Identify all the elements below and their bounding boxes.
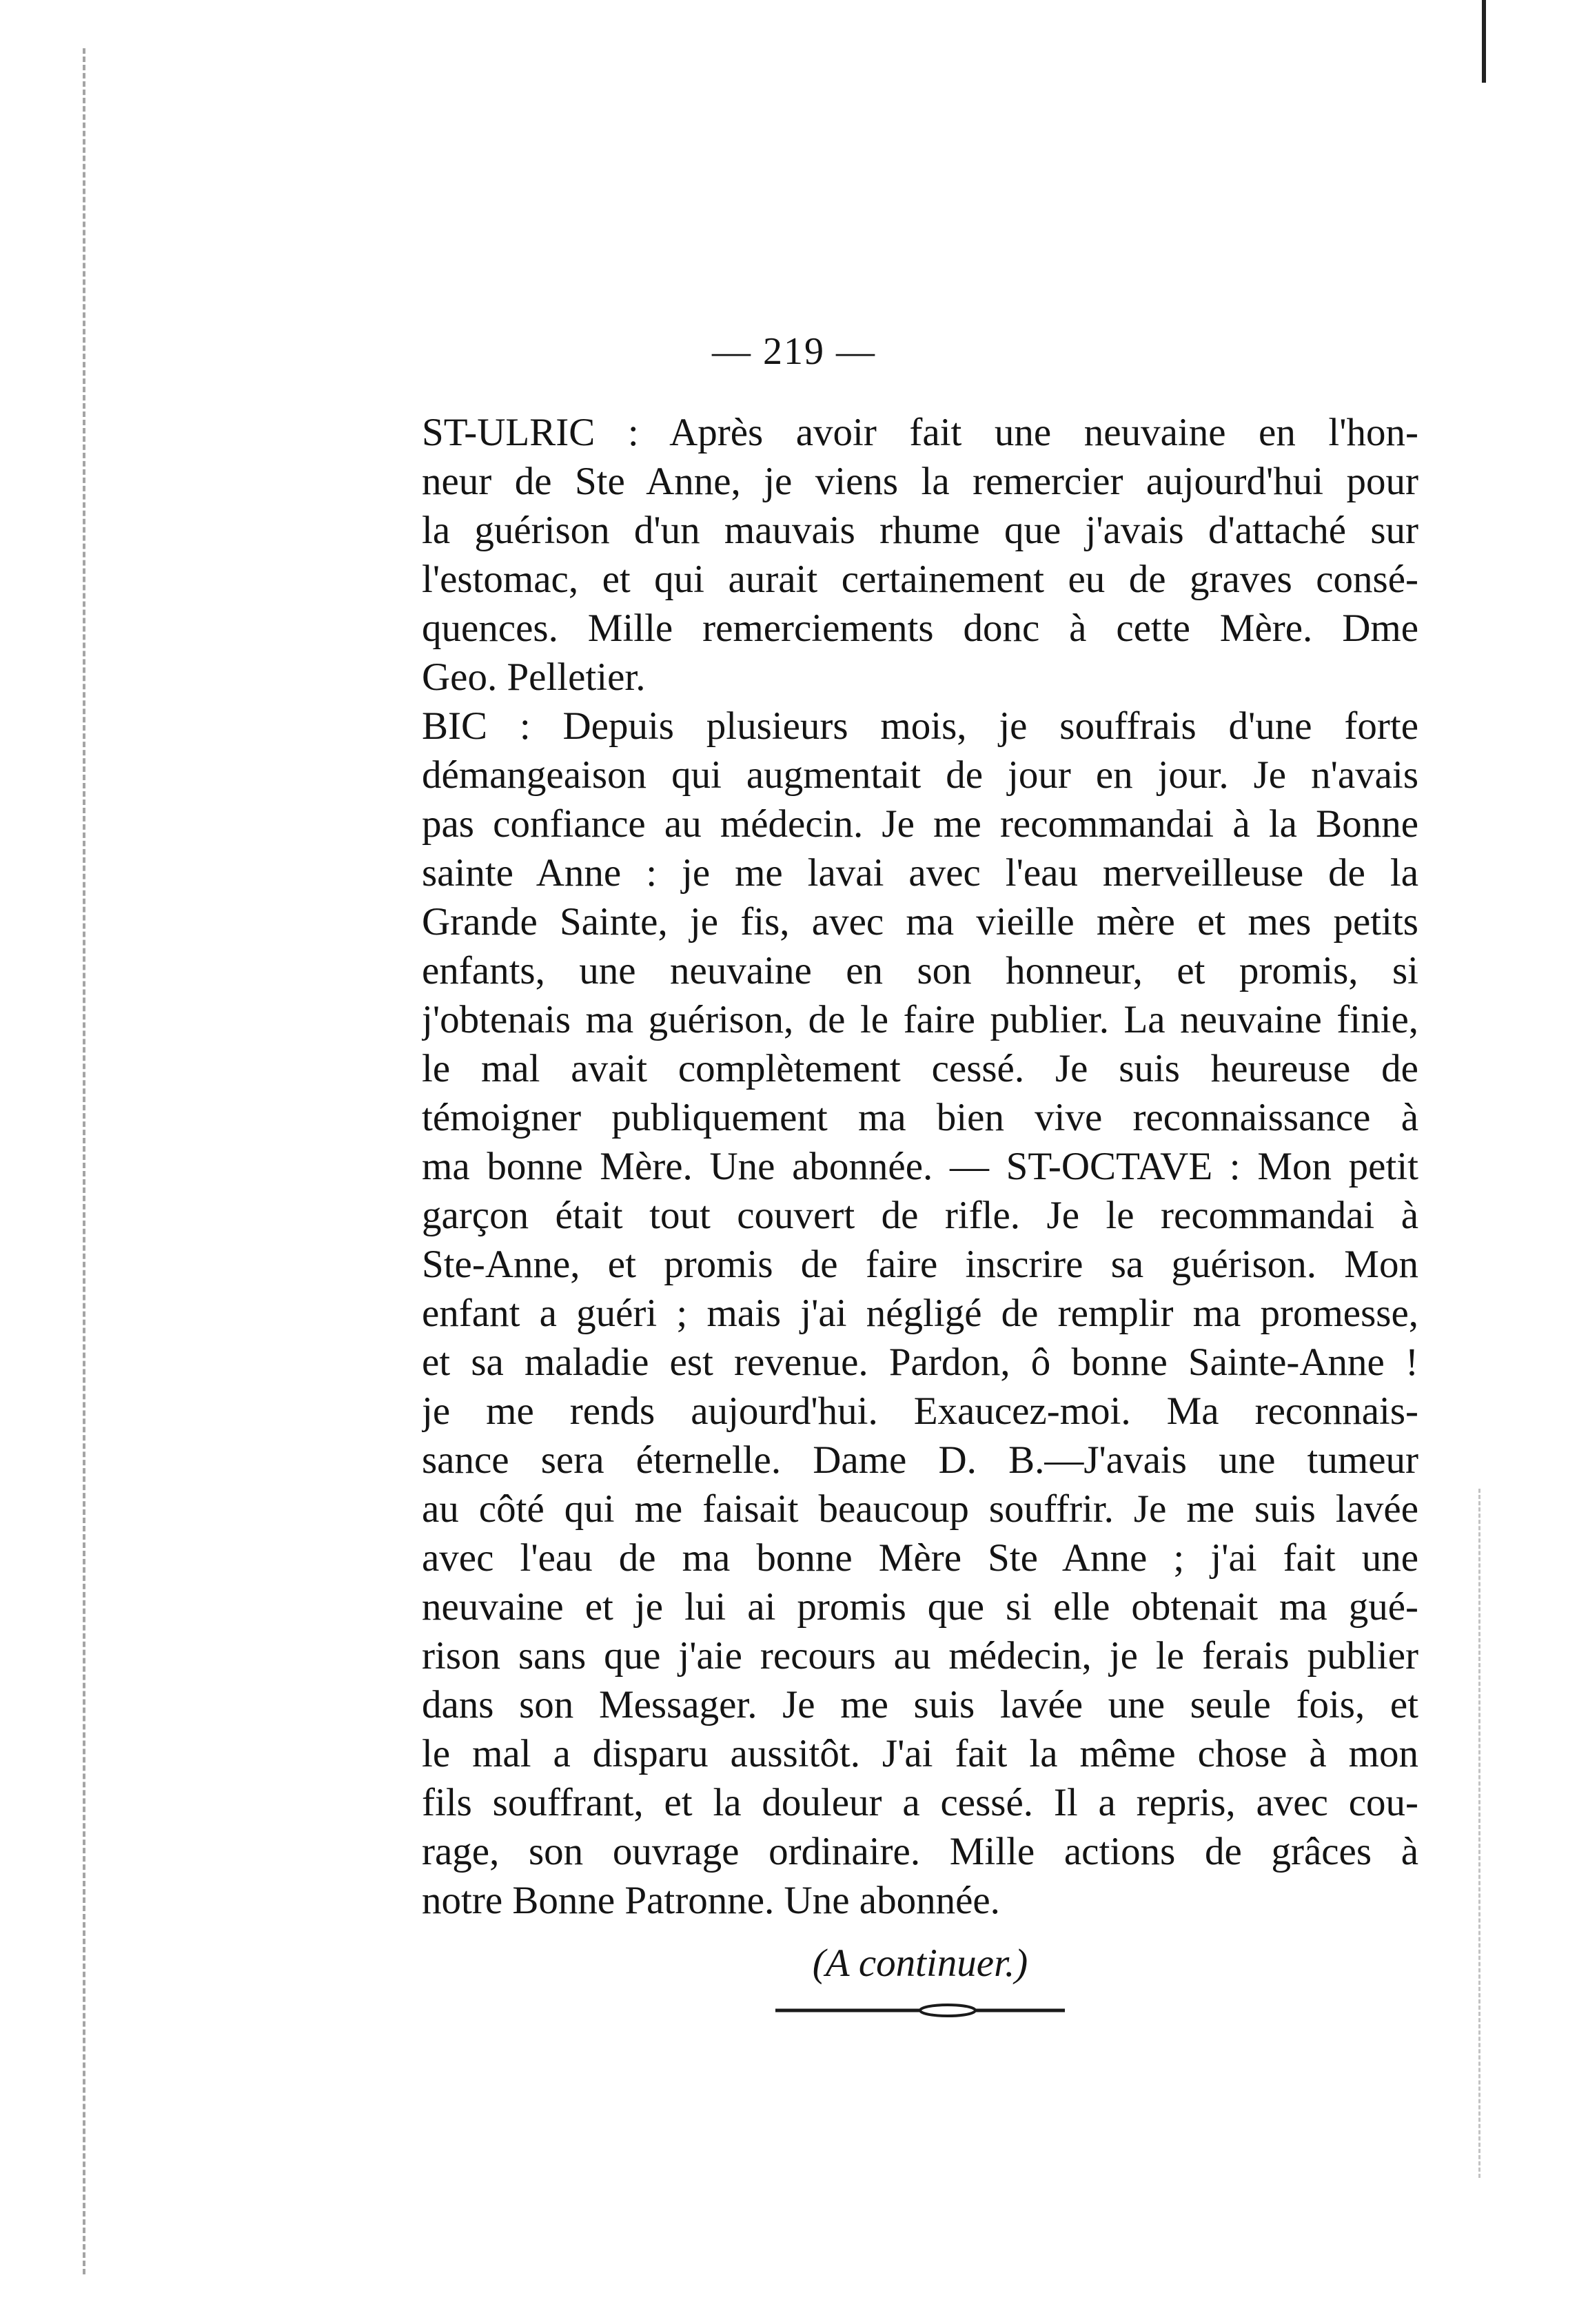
text-line: garçon était tout couvert de rifle. Je le recommandai à: [422, 1194, 1418, 1237]
ornamental-rule: [775, 2004, 1065, 2017]
continuation-note: (A continuer.): [812, 1941, 1028, 1985]
text-line: fils souffrant, et la douleur a cessé. Il a repris, avec cou-: [422, 1781, 1418, 1824]
text-line: rison sans que j'aie recours au médecin, je le ferais publier: [422, 1634, 1418, 1678]
text-line: ST-ULRIC : Après avoir fait une neuvaine en l'hon-: [422, 411, 1418, 454]
text-line: et sa maladie est revenue. Pardon, ô bonne Sainte-Anne !: [422, 1341, 1418, 1384]
text-line: BIC : Depuis plusieurs mois, je souffrais d'une forte: [422, 704, 1418, 748]
text-line: sance sera éternelle. Dame D. B.—J'avais une tumeur: [422, 1438, 1418, 1482]
text-line: l'estomac, et qui aurait certainement eu de graves consé-: [422, 558, 1418, 601]
text-line: j'obtenais ma guérison, de le faire publier. La neuvaine finie,: [422, 998, 1418, 1041]
text-line: sainte Anne : je me lavai avec l'eau merveilleuse de la: [422, 851, 1418, 895]
text-line: quences. Mille remerciements donc à cette Mère. Dme: [422, 607, 1418, 650]
text-line: enfants, une neuvaine en son honneur, et promis, si: [422, 949, 1418, 992]
text-line: neur de Ste Anne, je viens la remercier aujourd'hui pour: [422, 460, 1418, 503]
body-text: [422, 408, 1418, 2017]
text-line: témoigner publiquement ma bien vive reconnaissance à: [422, 1096, 1418, 1139]
ornament-icon: [775, 2004, 1065, 2017]
text-line: au côté qui me faisait beaucoup souffrir. Je me suis lavée: [422, 1487, 1418, 1531]
scan-binding-edge: [83, 48, 85, 2274]
text-line: pas confiance au médecin. Je me recommandai à la Bonne: [422, 802, 1418, 846]
scan-page-edge: [1478, 1489, 1480, 2178]
text-line: dans son Messager. Je me suis lavée une seule fois, et: [422, 1683, 1418, 1726]
text-line: Grande Sainte, je fis, avec ma vieille mère et mes petits: [422, 900, 1418, 944]
text-line: rage, son ouvrage ordinaire. Mille actions de grâces à: [422, 1830, 1418, 1873]
text-line: le mal a disparu aussitôt. J'ai fait la même chose à mon: [422, 1732, 1418, 1775]
text-line: le mal avait complètement cessé. Je suis heureuse de: [422, 1047, 1418, 1090]
text-line: neuvaine et je lui ai promis que si elle obtenait ma gué-: [422, 1585, 1418, 1629]
text-line: je me rends aujourd'hui. Exaucez-moi. Ma reconnais-: [422, 1389, 1418, 1433]
text-line: Ste-Anne, et promis de faire inscrire sa guérison. Mon: [422, 1243, 1418, 1286]
text-line: la guérison d'un mauvais rhume que j'avais d'attaché sur: [422, 509, 1418, 552]
page-number: — 219 —: [712, 330, 876, 373]
text-line: ma bonne Mère. Une abonnée. — ST-OCTAVE : Mon petit: [422, 1145, 1418, 1188]
scan-mark: [1482, 0, 1486, 83]
text-line: Geo. Pelletier.: [422, 655, 646, 699]
text-line: démangeaison qui augmentait de jour en jour. Je n'avais: [422, 753, 1418, 797]
text-line: enfant a guéri ; mais j'ai négligé de remplir ma promesse,: [422, 1292, 1418, 1335]
text-line: avec l'eau de ma bonne Mère Ste Anne ; j'ai fait une: [422, 1536, 1418, 1580]
text-line: notre Bonne Patronne. Une abonnée.: [422, 1879, 1000, 1922]
